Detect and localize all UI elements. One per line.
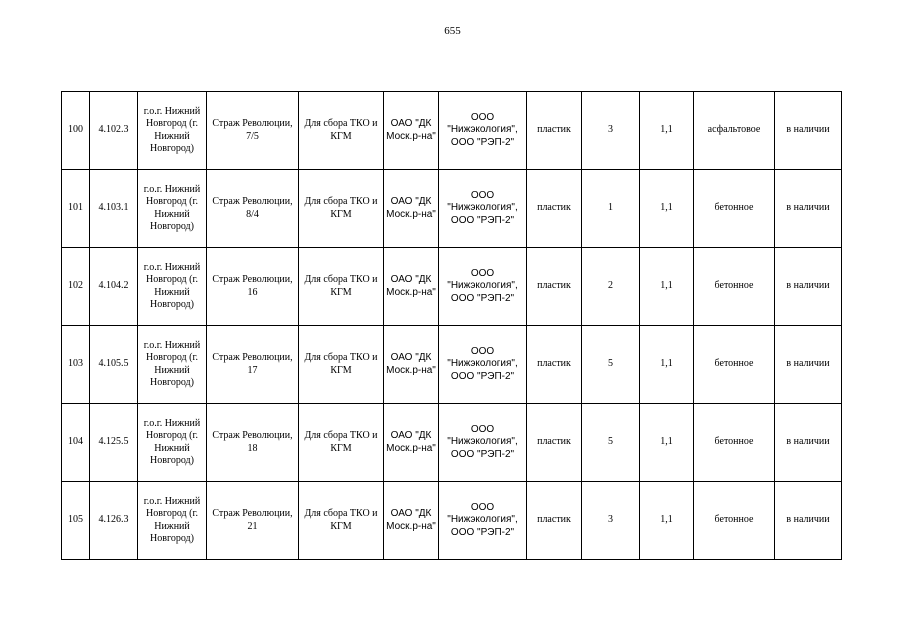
container-count-cell: 3: [582, 92, 640, 170]
site-code-cell: 4.126.3: [90, 482, 138, 560]
status-cell: в наличии: [775, 482, 842, 560]
table-row: [62, 248, 842, 326]
district-cell: г.о.г. Нижний Новгород (г. Нижний Новгород): [138, 92, 207, 170]
row-number-cell: 101: [62, 170, 90, 248]
site-code-cell: 4.105.5: [90, 326, 138, 404]
surface-type-cell: асфальтовое: [694, 92, 775, 170]
owner-cell: ОАО "ДК Моск.р-на": [384, 482, 439, 560]
container-volume-cell: 1,1: [640, 248, 694, 326]
status-cell: в наличии: [775, 404, 842, 482]
district-cell: г.о.г. Нижний Новгород (г. Нижний Новгород): [138, 482, 207, 560]
district-cell: г.о.г. Нижний Новгород (г. Нижний Новгород): [138, 170, 207, 248]
material-cell: пластик: [527, 92, 582, 170]
owner-cell: ОАО "ДК Моск.р-на": [384, 170, 439, 248]
purpose-cell: Для сбора ТКО и КГМ: [299, 170, 384, 248]
surface-type-cell: бетонное: [694, 248, 775, 326]
container-count-cell: 5: [582, 326, 640, 404]
address-cell: Страж Революции, 16: [207, 248, 299, 326]
status-cell: в наличии: [775, 92, 842, 170]
owner-cell: ОАО "ДК Моск.р-на": [384, 326, 439, 404]
status-cell: в наличии: [775, 248, 842, 326]
purpose-cell: Для сбора ТКО и КГМ: [299, 404, 384, 482]
material-cell: пластик: [527, 482, 582, 560]
table-row: [62, 404, 842, 482]
table-body: [62, 92, 842, 560]
page-number: 655: [444, 25, 461, 37]
owner-cell: ОАО "ДК Моск.р-на": [384, 248, 439, 326]
waste-sites-table: [61, 91, 842, 560]
status-cell: в наличии: [775, 326, 842, 404]
material-cell: пластик: [527, 170, 582, 248]
address-cell: Страж Революции, 7/5: [207, 92, 299, 170]
operator-cell: ООО "Нижэкология", ООО "РЭП-2": [439, 404, 527, 482]
container-count-cell: 1: [582, 170, 640, 248]
table-row: [62, 170, 842, 248]
table-row: [62, 92, 842, 170]
surface-type-cell: бетонное: [694, 170, 775, 248]
table-row: [62, 326, 842, 404]
address-cell: Страж Революции, 21: [207, 482, 299, 560]
container-count-cell: 5: [582, 404, 640, 482]
site-code-cell: 4.102.3: [90, 92, 138, 170]
surface-type-cell: бетонное: [694, 326, 775, 404]
purpose-cell: Для сбора ТКО и КГМ: [299, 482, 384, 560]
container-count-cell: 3: [582, 482, 640, 560]
district-cell: г.о.г. Нижний Новгород (г. Нижний Новгород): [138, 404, 207, 482]
row-number-cell: 105: [62, 482, 90, 560]
operator-cell: ООО "Нижэкология", ООО "РЭП-2": [439, 92, 527, 170]
address-cell: Страж Революции, 8/4: [207, 170, 299, 248]
district-cell: г.о.г. Нижний Новгород (г. Нижний Новгород): [138, 326, 207, 404]
container-volume-cell: 1,1: [640, 92, 694, 170]
surface-type-cell: бетонное: [694, 404, 775, 482]
row-number-cell: 103: [62, 326, 90, 404]
container-volume-cell: 1,1: [640, 482, 694, 560]
site-code-cell: 4.103.1: [90, 170, 138, 248]
site-code-cell: 4.125.5: [90, 404, 138, 482]
purpose-cell: Для сбора ТКО и КГМ: [299, 326, 384, 404]
surface-type-cell: бетонное: [694, 482, 775, 560]
owner-cell: ОАО "ДК Моск.р-на": [384, 404, 439, 482]
container-volume-cell: 1,1: [640, 170, 694, 248]
address-cell: Страж Революции, 17: [207, 326, 299, 404]
material-cell: пластик: [527, 404, 582, 482]
row-number-cell: 102: [62, 248, 90, 326]
operator-cell: ООО "Нижэкология", ООО "РЭП-2": [439, 170, 527, 248]
material-cell: пластик: [527, 326, 582, 404]
container-volume-cell: 1,1: [640, 404, 694, 482]
address-cell: Страж Революции, 18: [207, 404, 299, 482]
row-number-cell: 100: [62, 92, 90, 170]
status-cell: в наличии: [775, 170, 842, 248]
operator-cell: ООО "Нижэкология", ООО "РЭП-2": [439, 326, 527, 404]
container-count-cell: 2: [582, 248, 640, 326]
district-cell: г.о.г. Нижний Новгород (г. Нижний Новгород): [138, 248, 207, 326]
row-number-cell: 104: [62, 404, 90, 482]
owner-cell: ОАО "ДК Моск.р-на": [384, 92, 439, 170]
site-code-cell: 4.104.2: [90, 248, 138, 326]
material-cell: пластик: [527, 248, 582, 326]
operator-cell: ООО "Нижэкология", ООО "РЭП-2": [439, 248, 527, 326]
operator-cell: ООО "Нижэкология", ООО "РЭП-2": [439, 482, 527, 560]
container-volume-cell: 1,1: [640, 326, 694, 404]
table-row: [62, 482, 842, 560]
purpose-cell: Для сбора ТКО и КГМ: [299, 92, 384, 170]
purpose-cell: Для сбора ТКО и КГМ: [299, 248, 384, 326]
